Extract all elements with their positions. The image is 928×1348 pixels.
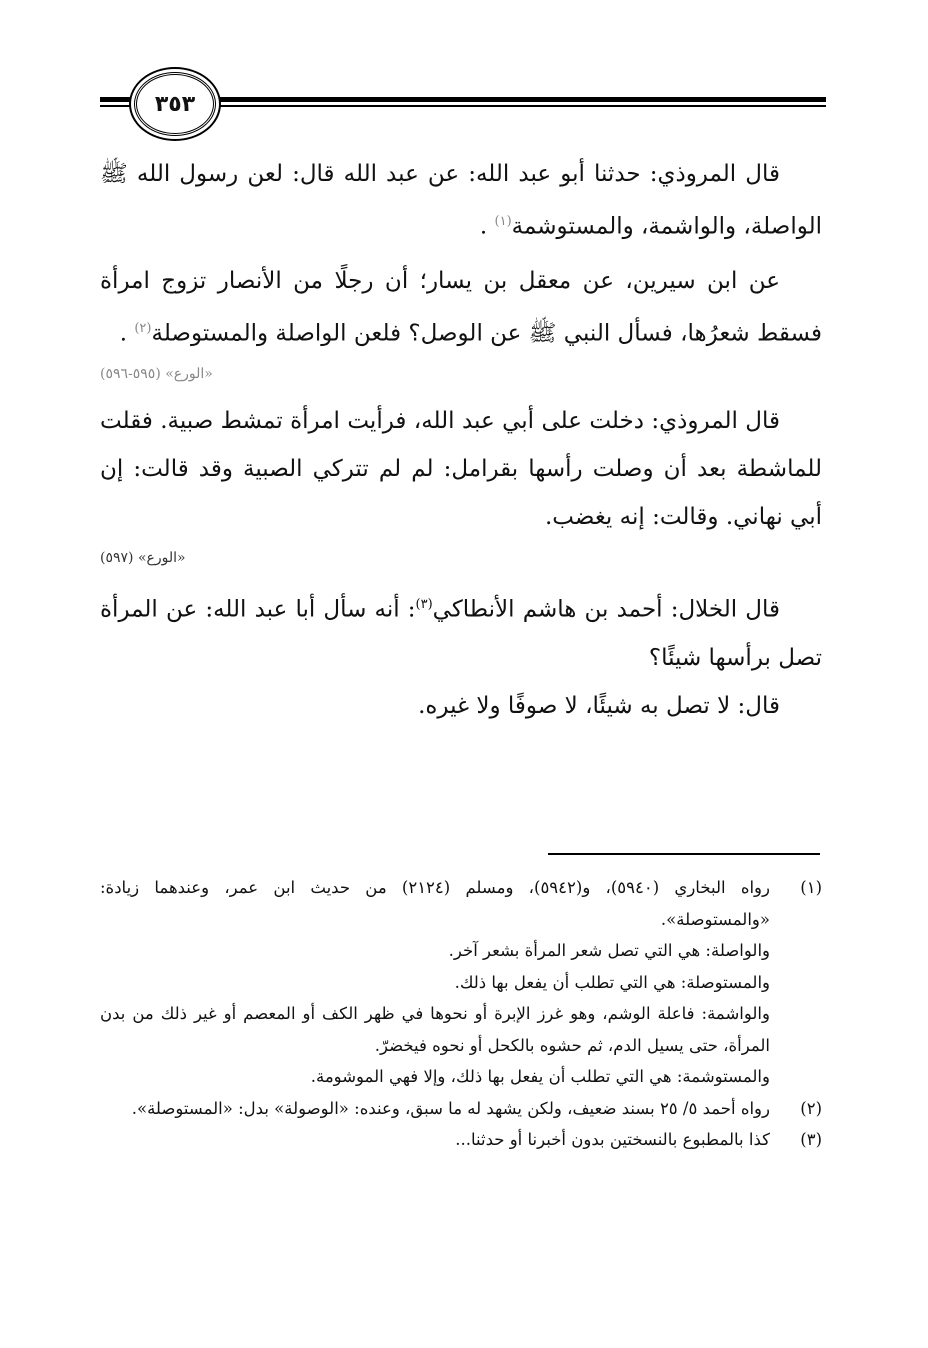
header-rule: [200, 97, 826, 102]
paragraph-2-text: عن ابن سيرين، عن معقل بن يسار؛ أن رجلًا من الأنصار تزوج امرأة فسقط شعرُها، فسأل النبي ﷺ عن الوصل؟ فلعن الواصلة والمستوصلة: [100, 267, 822, 347]
footnote-separator: [548, 853, 820, 855]
paragraph-3: قال المروذي: دخلت على أبي عبد الله، فرأيت امرأة تمشط صبية. فقلت للماشطة بعد أن وصلت رأسها بقرامل: لم لم تتركي الصبية وقد قالت: إن أبي نهاني. وقالت: إنه يغضب.: [100, 408, 822, 531]
footnote-1-number: (١): [800, 878, 822, 897]
paragraph-2-tail: .: [119, 320, 128, 347]
paragraph-1-text: قال المروذي: حدثنا أبو عبد الله: عن عبد الله قال: لعن رسول الله ﷺ الواصلة، والواشمة، والمستوشمة: [100, 161, 822, 240]
footnote-2: [100, 1093, 822, 1125]
paragraph-2: [100, 257, 822, 358]
page-number-emblem: [134, 72, 216, 136]
footnote-1-line-4: والواشمة: فاعلة الوشم، وهو غرز الإبرة أو نحوها في ظهر الكف أو المعصم أو غير ذلك من بدن المرأة، حتى يسيل الدم، ثم حشوه بالكحل أو نحوه فيخضرّ.: [100, 1004, 770, 1055]
footnote-1-line-2: والواصلة: هي التي تصل شعر المرأة بشعر آخر.: [448, 941, 770, 960]
footnote-1-line-1: رواه البخاري (٥٩٤٠)، و(٥٩٤٢)، ومسلم (٢١٢٤) من حديث ابن عمر، وعندهما زيادة: «والمستوصلة».: [100, 878, 770, 929]
footnote-3-text: كذا بالمطبوع بالنسختين بدون أخبرنا أو حدثنا...: [455, 1130, 770, 1149]
page-header: [100, 72, 826, 132]
paragraph-1: [100, 150, 822, 251]
footnote-1: [100, 872, 822, 935]
footnote-ref-3: (٣): [415, 597, 433, 613]
footnote-ref-1: (١): [494, 214, 512, 229]
source-citation-1: «الورع» (٥٩٥-٥٩٦): [100, 366, 213, 383]
footnote-1-line-5: والمستوشمة: هي التي تطلب أن يفعل بها ذلك، وإلا فهي الموشومة.: [310, 1067, 770, 1086]
footnote-3: [100, 1124, 822, 1156]
footnote-3-number: (٣): [800, 1130, 822, 1149]
header-rule-thin: [200, 105, 826, 107]
footnote-2-number: (٢): [800, 1098, 822, 1118]
footnote-1-line-3: والمستوصلة: هي التي تطلب أن يفعل بها ذلك.: [454, 972, 770, 992]
footnote-2-text: رواه أحمد ٥/ ٢٥ بسند ضعيف، ولكن يشهد له ما سبق، وعنده: «الوصولة» بدل: «المستوصلة».: [131, 1098, 770, 1118]
paragraph-4-before: قال الخلال: أحمد بن هاشم الأنطاكي: [432, 596, 780, 623]
main-text: [100, 150, 822, 730]
paragraph-4: [100, 581, 822, 682]
paragraph-4-after: : أنه سأل أبا عبد الله: عن المرأة تصل برأسها شيئًا؟: [100, 596, 822, 671]
footnote-ref-2: (٢): [134, 320, 152, 336]
source-citation-2: «الورع» (٥٩٧): [100, 550, 186, 567]
footnotes: [100, 872, 822, 1156]
page-number: ٣٥٣: [154, 91, 196, 117]
paragraph-1-tail: .: [479, 213, 488, 240]
paragraph-5: قال: لا تصل به شيئًا، لا صوفًا ولا غيره.: [418, 692, 780, 719]
